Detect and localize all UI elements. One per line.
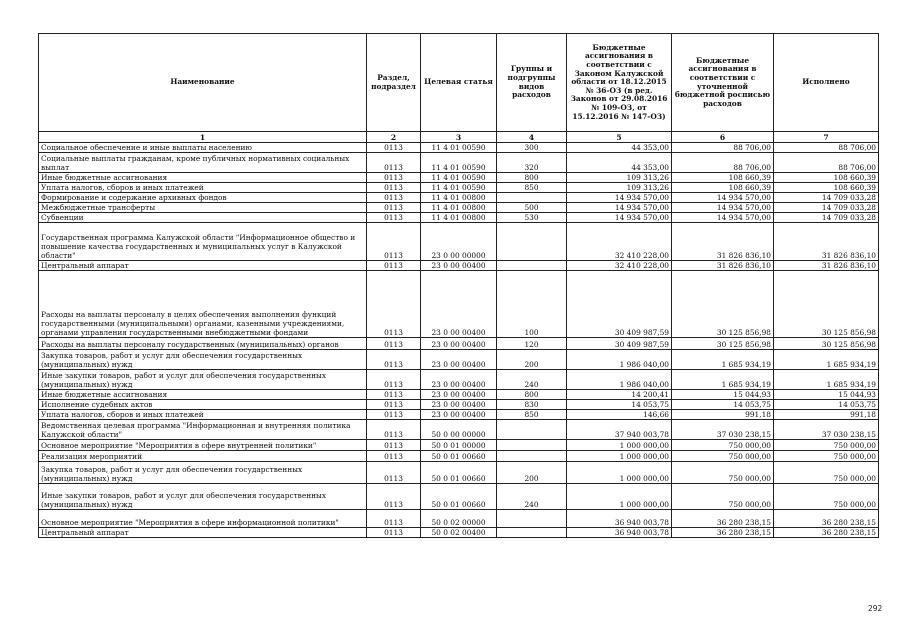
row-revised-allocation: 14 934 570,00: [672, 203, 774, 213]
row-target-article: 50 0 01 00000: [421, 440, 497, 451]
row-section: 0113: [367, 420, 421, 440]
row-expense-group: 850: [497, 410, 567, 420]
row-name: Реализация мероприятий: [39, 451, 367, 462]
row-executed: 108 660,39: [774, 183, 879, 193]
row-revised-allocation: 31 826 836,10: [672, 223, 774, 261]
row-executed: 30 125 856,98: [774, 338, 879, 350]
row-target-article: 11 4 01 00800: [421, 203, 497, 213]
row-executed: 14 709 033,28: [774, 193, 879, 203]
row-name: Формирование и содержание архивных фондов: [39, 193, 367, 203]
header-target: Целевая статья: [421, 34, 497, 132]
row-section: 0113: [367, 484, 421, 510]
row-executed: 750 000,00: [774, 484, 879, 510]
row-law-allocation: 1 986 040,00: [567, 370, 672, 390]
table-row: [39, 462, 879, 484]
row-section: 0113: [367, 338, 421, 350]
row-revised-allocation: 1 685 934,19: [672, 370, 774, 390]
row-section: 0113: [367, 400, 421, 410]
row-expense-group: [497, 451, 567, 462]
header-name: Наименование: [39, 34, 367, 132]
column-number: 6: [672, 132, 774, 143]
row-expense-group: 200: [497, 350, 567, 370]
row-revised-allocation: 1 685 934,19: [672, 350, 774, 370]
row-law-allocation: 44 353,00: [567, 143, 672, 153]
row-name: Уплата налогов, сборов и иных платежей: [39, 183, 367, 193]
table-row: [39, 420, 879, 440]
table-row: [39, 484, 879, 510]
row-name: Расходы на выплаты персоналу в целях обеспечения выполнения функций государственными (муниципальными) органами, казенными учреждениями, органами управления государственными внебюджетными фондами: [39, 271, 367, 338]
row-executed: 14 709 033,28: [774, 203, 879, 213]
row-target-article: 23 0 00 00000: [421, 223, 497, 261]
row-expense-group: [497, 440, 567, 451]
row-executed: 750 000,00: [774, 462, 879, 484]
row-section: 0113: [367, 261, 421, 271]
row-name: Иные бюджетные ассигнования: [39, 173, 367, 183]
row-expense-group: 120: [497, 338, 567, 350]
row-name: Закупка товаров, работ и услуг для обеспечения государственных (муниципальных) нужд: [39, 350, 367, 370]
row-name: Иные закупки товаров, работ и услуг для обеспечения государственных (муниципальных) нужд: [39, 484, 367, 510]
row-target-article: 50 0 01 00660: [421, 462, 497, 484]
row-executed: 14 709 033,28: [774, 213, 879, 223]
row-executed: 1 685 934,19: [774, 370, 879, 390]
row-expense-group: [497, 420, 567, 440]
row-name: Центральный аппарат: [39, 528, 367, 538]
row-section: 0113: [367, 153, 421, 173]
header-executed: Исполнено: [774, 34, 879, 132]
row-executed: 991,18: [774, 410, 879, 420]
row-expense-group: 300: [497, 143, 567, 153]
row-section: 0113: [367, 223, 421, 261]
row-law-allocation: 36 940 003,78: [567, 528, 672, 538]
column-number: 2: [367, 132, 421, 143]
row-expense-group: 500: [497, 203, 567, 213]
row-law-allocation: 1 000 000,00: [567, 462, 672, 484]
row-expense-group: [497, 261, 567, 271]
row-expense-group: 530: [497, 213, 567, 223]
header-section: Раздел, подраздел: [367, 34, 421, 132]
row-law-allocation: 14 934 570,00: [567, 193, 672, 203]
row-section: 0113: [367, 193, 421, 203]
table-row: [39, 173, 879, 183]
row-target-article: 11 4 01 00590: [421, 143, 497, 153]
row-law-allocation: 1 000 000,00: [567, 484, 672, 510]
row-name: Государственная программа Калужской области "Информационное общество и повышение качества государственных и муниципальных услуг в Калужской области": [39, 223, 367, 261]
table-body: [39, 143, 879, 538]
row-section: 0113: [367, 203, 421, 213]
row-target-article: 50 0 00 00000: [421, 420, 497, 440]
row-executed: 108 660,39: [774, 173, 879, 183]
row-target-article: 23 0 00 00400: [421, 400, 497, 410]
row-name: Иные бюджетные ассигнования: [39, 390, 367, 400]
row-revised-allocation: 750 000,00: [672, 484, 774, 510]
row-name: Межбюджетные трансферты: [39, 203, 367, 213]
row-revised-allocation: 991,18: [672, 410, 774, 420]
table-row: [39, 440, 879, 451]
row-law-allocation: 1 000 000,00: [567, 451, 672, 462]
row-section: 0113: [367, 440, 421, 451]
table-row: [39, 143, 879, 153]
row-executed: 14 053,75: [774, 400, 879, 410]
row-section: 0113: [367, 410, 421, 420]
row-revised-allocation: 36 280 238,15: [672, 510, 774, 528]
row-name: Основное мероприятие "Мероприятия в сфере информационной политики": [39, 510, 367, 528]
row-executed: 15 044,93: [774, 390, 879, 400]
row-target-article: 23 0 00 00400: [421, 350, 497, 370]
row-section: 0113: [367, 370, 421, 390]
row-target-article: 11 4 01 00590: [421, 173, 497, 183]
row-name: Закупка товаров, работ и услуг для обеспечения государственных (муниципальных) нужд: [39, 462, 367, 484]
row-target-article: 23 0 00 00400: [421, 261, 497, 271]
table-row: [39, 451, 879, 462]
row-expense-group: [497, 223, 567, 261]
row-section: 0113: [367, 451, 421, 462]
row-expense-group: 320: [497, 153, 567, 173]
row-law-allocation: 30 409 987,59: [567, 338, 672, 350]
row-expense-group: [497, 193, 567, 203]
row-section: 0113: [367, 173, 421, 183]
row-executed: 36 280 238,15: [774, 528, 879, 538]
row-target-article: 11 4 01 00590: [421, 183, 497, 193]
row-expense-group: [497, 510, 567, 528]
table-row: [39, 213, 879, 223]
table-row: [39, 203, 879, 213]
row-revised-allocation: 750 000,00: [672, 440, 774, 451]
table-row: [39, 350, 879, 370]
row-law-allocation: 109 313,26: [567, 173, 672, 183]
row-name: Иные закупки товаров, работ и услуг для обеспечения государственных (муниципальных) нужд: [39, 370, 367, 390]
row-revised-allocation: 750 000,00: [672, 462, 774, 484]
column-number: 5: [567, 132, 672, 143]
row-target-article: 11 4 01 00800: [421, 193, 497, 203]
row-target-article: 50 0 01 00660: [421, 451, 497, 462]
table-header-row: [39, 34, 879, 132]
row-executed: 31 826 836,10: [774, 223, 879, 261]
row-target-article: 50 0 01 00660: [421, 484, 497, 510]
row-revised-allocation: 14 934 570,00: [672, 193, 774, 203]
row-revised-allocation: 88 706,00: [672, 153, 774, 173]
table-row: [39, 528, 879, 538]
table-row: [39, 510, 879, 528]
row-expense-group: 240: [497, 484, 567, 510]
column-number: 1: [39, 132, 367, 143]
row-executed: 88 706,00: [774, 143, 879, 153]
row-section: 0113: [367, 271, 421, 338]
row-law-allocation: 14 934 570,00: [567, 203, 672, 213]
row-target-article: 50 0 02 00000: [421, 510, 497, 528]
row-law-allocation: 14 053,75: [567, 400, 672, 410]
table-row: [39, 410, 879, 420]
table-row: [39, 338, 879, 350]
row-revised-allocation: 30 125 856,98: [672, 271, 774, 338]
row-executed: 30 125 856,98: [774, 271, 879, 338]
row-law-allocation: 32 410 228,00: [567, 261, 672, 271]
table-row: [39, 193, 879, 203]
row-target-article: 23 0 00 00400: [421, 338, 497, 350]
row-expense-group: 850: [497, 183, 567, 193]
row-name: Ведомственная целевая программа "Информационная и внутренняя политика Калужской области": [39, 420, 367, 440]
row-revised-allocation: 14 934 570,00: [672, 213, 774, 223]
row-law-allocation: 109 313,26: [567, 183, 672, 193]
row-name: Основное мероприятие "Мероприятия в сфере внутренней политики": [39, 440, 367, 451]
row-revised-allocation: 31 826 836,10: [672, 261, 774, 271]
row-law-allocation: 37 940 003,78: [567, 420, 672, 440]
row-name: Социальные выплаты гражданам, кроме публичных нормативных социальных выплат: [39, 153, 367, 173]
row-expense-group: 100: [497, 271, 567, 338]
row-revised-allocation: 15 044,93: [672, 390, 774, 400]
row-executed: 750 000,00: [774, 440, 879, 451]
row-expense-group: 830: [497, 400, 567, 410]
row-target-article: 11 4 01 00800: [421, 213, 497, 223]
row-section: 0113: [367, 350, 421, 370]
row-executed: 1 685 934,19: [774, 350, 879, 370]
row-target-article: 11 4 01 00590: [421, 153, 497, 173]
row-executed: 31 826 836,10: [774, 261, 879, 271]
row-law-allocation: 36 940 003,78: [567, 510, 672, 528]
row-section: 0113: [367, 462, 421, 484]
row-target-article: 23 0 00 00400: [421, 390, 497, 400]
row-law-allocation: 32 410 228,00: [567, 223, 672, 261]
row-revised-allocation: 37 030 238,15: [672, 420, 774, 440]
header-groups: Группы и подгруппы видов расходов: [497, 34, 567, 132]
row-revised-allocation: 88 706,00: [672, 143, 774, 153]
table-row: [39, 153, 879, 173]
row-target-article: 23 0 00 00400: [421, 370, 497, 390]
row-name: Исполнение судебных актов: [39, 400, 367, 410]
row-name: Расходы на выплаты персоналу государственных (муниципальных) органов: [39, 338, 367, 350]
row-section: 0113: [367, 510, 421, 528]
row-law-allocation: 30 409 987,59: [567, 271, 672, 338]
table-row: [39, 400, 879, 410]
row-revised-allocation: 108 660,39: [672, 183, 774, 193]
row-revised-allocation: 14 053,75: [672, 400, 774, 410]
row-revised-allocation: 108 660,39: [672, 173, 774, 183]
row-section: 0113: [367, 390, 421, 400]
row-law-allocation: 14 934 570,00: [567, 213, 672, 223]
row-name: Центральный аппарат: [39, 261, 367, 271]
row-section: 0113: [367, 143, 421, 153]
table-row: [39, 370, 879, 390]
row-expense-group: 800: [497, 173, 567, 183]
row-expense-group: 800: [497, 390, 567, 400]
row-name: Социальное обеспечение и иные выплаты населению: [39, 143, 367, 153]
row-expense-group: 240: [497, 370, 567, 390]
row-revised-allocation: 30 125 856,98: [672, 338, 774, 350]
row-expense-group: [497, 528, 567, 538]
table-row: [39, 261, 879, 271]
row-target-article: 23 0 00 00400: [421, 271, 497, 338]
row-section: 0113: [367, 528, 421, 538]
table-row: [39, 271, 879, 338]
row-name: Субвенции: [39, 213, 367, 223]
row-law-allocation: 44 353,00: [567, 153, 672, 173]
header-law-allocations: Бюджетные ассигнования в соответствии с Законом Калужской области от 18.12.2015 № 36-ОЗ (в ред. Законов от 29.08.2016 № 109-ОЗ, от 15.12.2016 № 147-ОЗ): [567, 34, 672, 132]
budget-execution-table: [38, 33, 879, 538]
table-row: [39, 183, 879, 193]
row-expense-group: 200: [497, 462, 567, 484]
row-target-article: 50 0 02 00400: [421, 528, 497, 538]
table-row: [39, 390, 879, 400]
row-name: Уплата налогов, сборов и иных платежей: [39, 410, 367, 420]
row-revised-allocation: 36 280 238,15: [672, 528, 774, 538]
row-law-allocation: 1 986 040,00: [567, 350, 672, 370]
row-section: 0113: [367, 183, 421, 193]
column-number: 3: [421, 132, 497, 143]
column-number: 4: [497, 132, 567, 143]
column-number-row: [39, 132, 879, 143]
row-law-allocation: 1 000 000,00: [567, 440, 672, 451]
column-number: 7: [774, 132, 879, 143]
row-executed: 36 280 238,15: [774, 510, 879, 528]
page-number: 292: [868, 604, 883, 613]
row-executed: 88 706,00: [774, 153, 879, 173]
row-law-allocation: 146,66: [567, 410, 672, 420]
header-revised-allocations: Бюджетные ассигнования в соответствии с уточненной бюджетной росписью расходов: [672, 34, 774, 132]
row-executed: 750 000,00: [774, 451, 879, 462]
row-section: 0113: [367, 213, 421, 223]
row-law-allocation: 14 200,41: [567, 390, 672, 400]
table-row: [39, 223, 879, 261]
row-executed: 37 030 238,15: [774, 420, 879, 440]
row-target-article: 23 0 00 00400: [421, 410, 497, 420]
row-revised-allocation: 750 000,00: [672, 451, 774, 462]
